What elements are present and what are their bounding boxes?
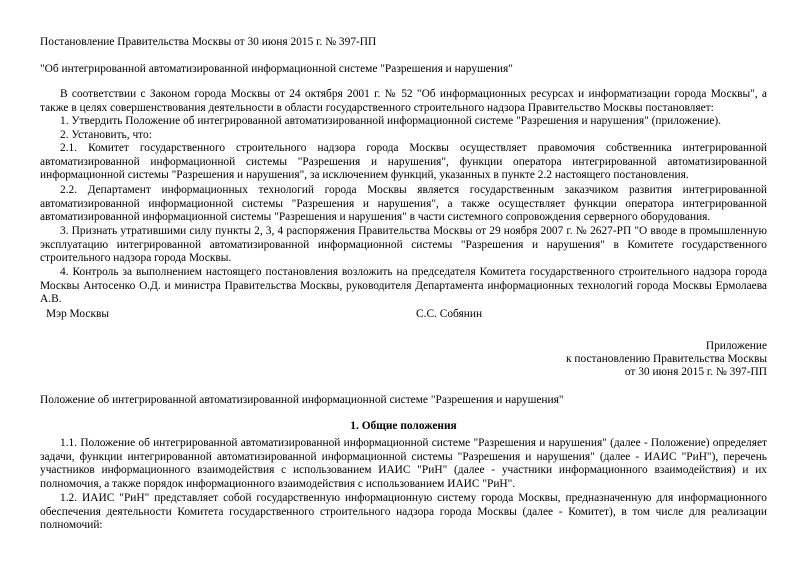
appendix-date: от 30 июня 2015 г. № 397-ПП bbox=[624, 366, 767, 378]
document-title: Постановление Правительства Москвы от 30 июня 2015 г. № 397-ПП bbox=[40, 36, 377, 48]
signature-name: С.С. Собянин bbox=[416, 308, 483, 320]
appendix-label: Приложение bbox=[705, 340, 767, 352]
appendix-reference: к постановлению Правительства Москвы bbox=[566, 353, 767, 365]
point-4: 4. Контроль за выполнением настоящего постановления возложить на председателя Комитета государственного строительного надзора города Москвы Антосенко О.Д. и министра Правительства Москвы, руководителя Департамента информационных технологий города Москвы Ермолаева А.В. bbox=[40, 266, 767, 306]
regulation-title: Положение об интегрированной автоматизированной информационной системе "Разрешения и нарушения" bbox=[40, 394, 564, 406]
preamble-paragraph: В соответствии с Законом города Москвы от 24 октября 2001 г. № 52 "Об информационных ресурсах и информатизации города Москвы", а также в целях совершенствования деятельности в области государственного строительного надзора Правительство Москвы постановляет: bbox=[40, 88, 767, 114]
paragraph-1-1: 1.1. Положение об интегрированной автоматизированной информационной системе "Разрешения и нарушения" (далее - Положение) определяет задачи, функции интегрированной автоматизированной информационной системы "Разрешения и нарушения" (далее - ИАИС "РиН"), перечень участников информационного взаимодействия с использованием ИАИС "РиН" (далее - участники информационного взаимодействия) и их полномочия, а также порядок информационного взаимодействия с использованием ИАИС "РиН". bbox=[40, 437, 767, 490]
point-2-2: 2.2. Департамент информационных технологий города Москвы является государственным заказчиком развития интегрированной автоматизированной информационной системы "Разрешения и нарушения", а также осуществляет функции оператора интегрированной автоматизированной информационной системы "Разрешения и нарушения" в части системного сопровождения серверного оборудования. bbox=[40, 184, 767, 224]
point-3: 3. Признать утратившими силу пункты 2, 3, 4 распоряжения Правительства Москвы от 29 ноября 2007 г. № 2627-РП "О вводе в промышленную эксплуатацию интегрированной автоматизированной информационной системы "Разрешения и нарушения" в Комитете государственного строительного надзора города Москвы. bbox=[40, 225, 767, 265]
point-1: 1. Утвердить Положение об интегрированной автоматизированной информационной системе "Разрешения и нарушения" (приложение). bbox=[60, 115, 722, 127]
signature-position: Мэр Москвы bbox=[46, 308, 110, 320]
point-2-1: 2.1. Комитет государственного строительного надзора города Москвы осуществляет правомочия собственника интегрированной автоматизированной информационной системы "Разрешения и нарушения", функции оператора интегрированной автоматизированной информационной системы "Разрешения и нарушения", за исключением функций, указанных в пункте 2.2 настоящего постановления. bbox=[40, 142, 767, 182]
section-heading: 1. Общие положения bbox=[350, 420, 457, 432]
point-2: 2. Установить, что: bbox=[60, 129, 152, 141]
paragraph-1-2: 1.2. ИАИС "РиН" представляет собой государственную информационную систему города Москвы, предназначенную для информационного обеспечения деятельности Комитета государственного строительного надзора города Москвы (далее - Комитет), в том числе для реализации полномочий: bbox=[40, 492, 767, 532]
document-subject: "Об интегрированной автоматизированной информационной системе "Разрешения и нарушения" bbox=[40, 63, 513, 75]
